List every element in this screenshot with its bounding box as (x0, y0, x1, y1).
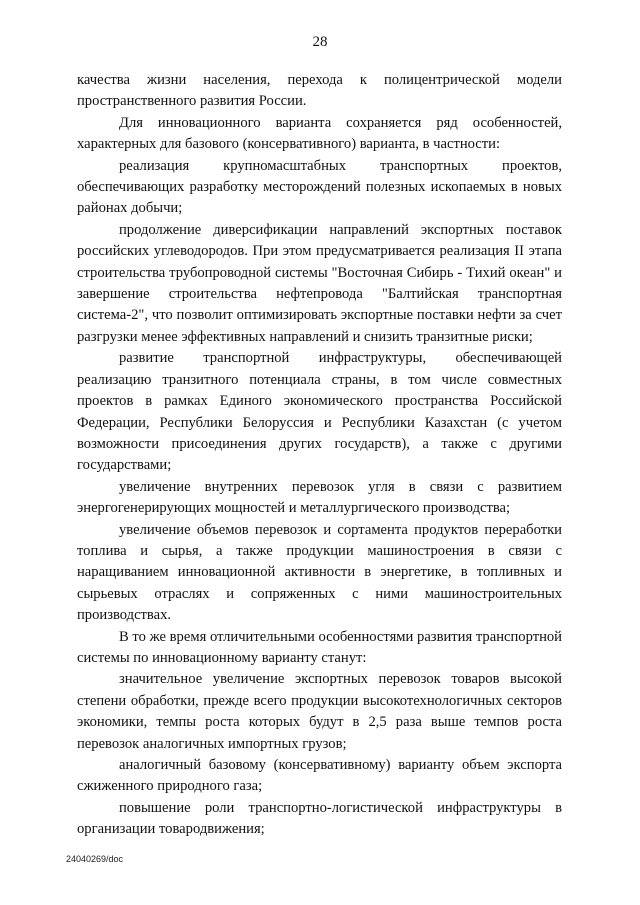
paragraph: аналогичный базовому (консервативному) варианту объем экспорта сжиженного природного газа; (77, 757, 562, 795)
paragraph: В то же время отличительными особенностями развития транспортной системы по инновационному варианту станут: (77, 628, 562, 666)
paragraph: увеличение внутренних перевозок угля в связи с развитием энергогенерирующих мощностей и металлургического производства; (77, 478, 562, 517)
document-body (77, 70, 562, 841)
paragraph: развитие транспортной инфраструктуры, обеспечивающей реализацию транзитного потенциала страны, в том числе совместных проектов в рамках Единого экономического пространства Российской Федерации, Республики Белоруссия и Республики Казахстан (с учетом возможности присоединения других государств), а также с другими государствами; (77, 350, 562, 474)
paragraph: значительное увеличение экспортных перевозок товаров высокой степени обработки, прежде всего продукции высокотехнологичных секторов экономики, темпы роста которых будут в 2,5 раза выше темпов роста перевозок аналогичных импортных грузов; (77, 671, 562, 752)
paragraph: реализация крупномасштабных транспортных проектов, обеспечивающих разработку месторождений полезных ископаемых в новых районах добычи; (77, 157, 562, 217)
page-number: 28 (312, 34, 328, 50)
document-footer-id: 24040269/doc (66, 854, 124, 864)
paragraph: Для инновационного варианта сохраняется ряд особенностей, характерных для базового (консервативного) варианта, в частности: (77, 114, 562, 153)
paragraph: качества жизни населения, перехода к полицентрической модели пространственного развития России. (77, 72, 562, 110)
paragraph: повышение роли транспортно-логистической инфраструктуры в организации товародвижения; (77, 799, 562, 838)
paragraph: увеличение объемов перевозок и сортамента продуктов переработки топлива и сырья, а также продукции машиностроения в связи с наращиванием инновационной активности в энергетике, в топливных и сырьевых отраслях и сопряженных с ними машиностроительных производствах. (77, 521, 562, 624)
paragraph: продолжение диверсификации направлений экспортных поставок российских углеводородов. При этом предусматривается реализация II этапа строительства трубопроводной системы "Восточная Сибирь - Тихий океан" и завершение строительства нефтепровода "Балтийская транспортная система-2", что позволит оптимизировать экспортные поставки нефти за счет разгрузки менее эффективных направлений и снизить транзитные риски; (77, 221, 562, 345)
